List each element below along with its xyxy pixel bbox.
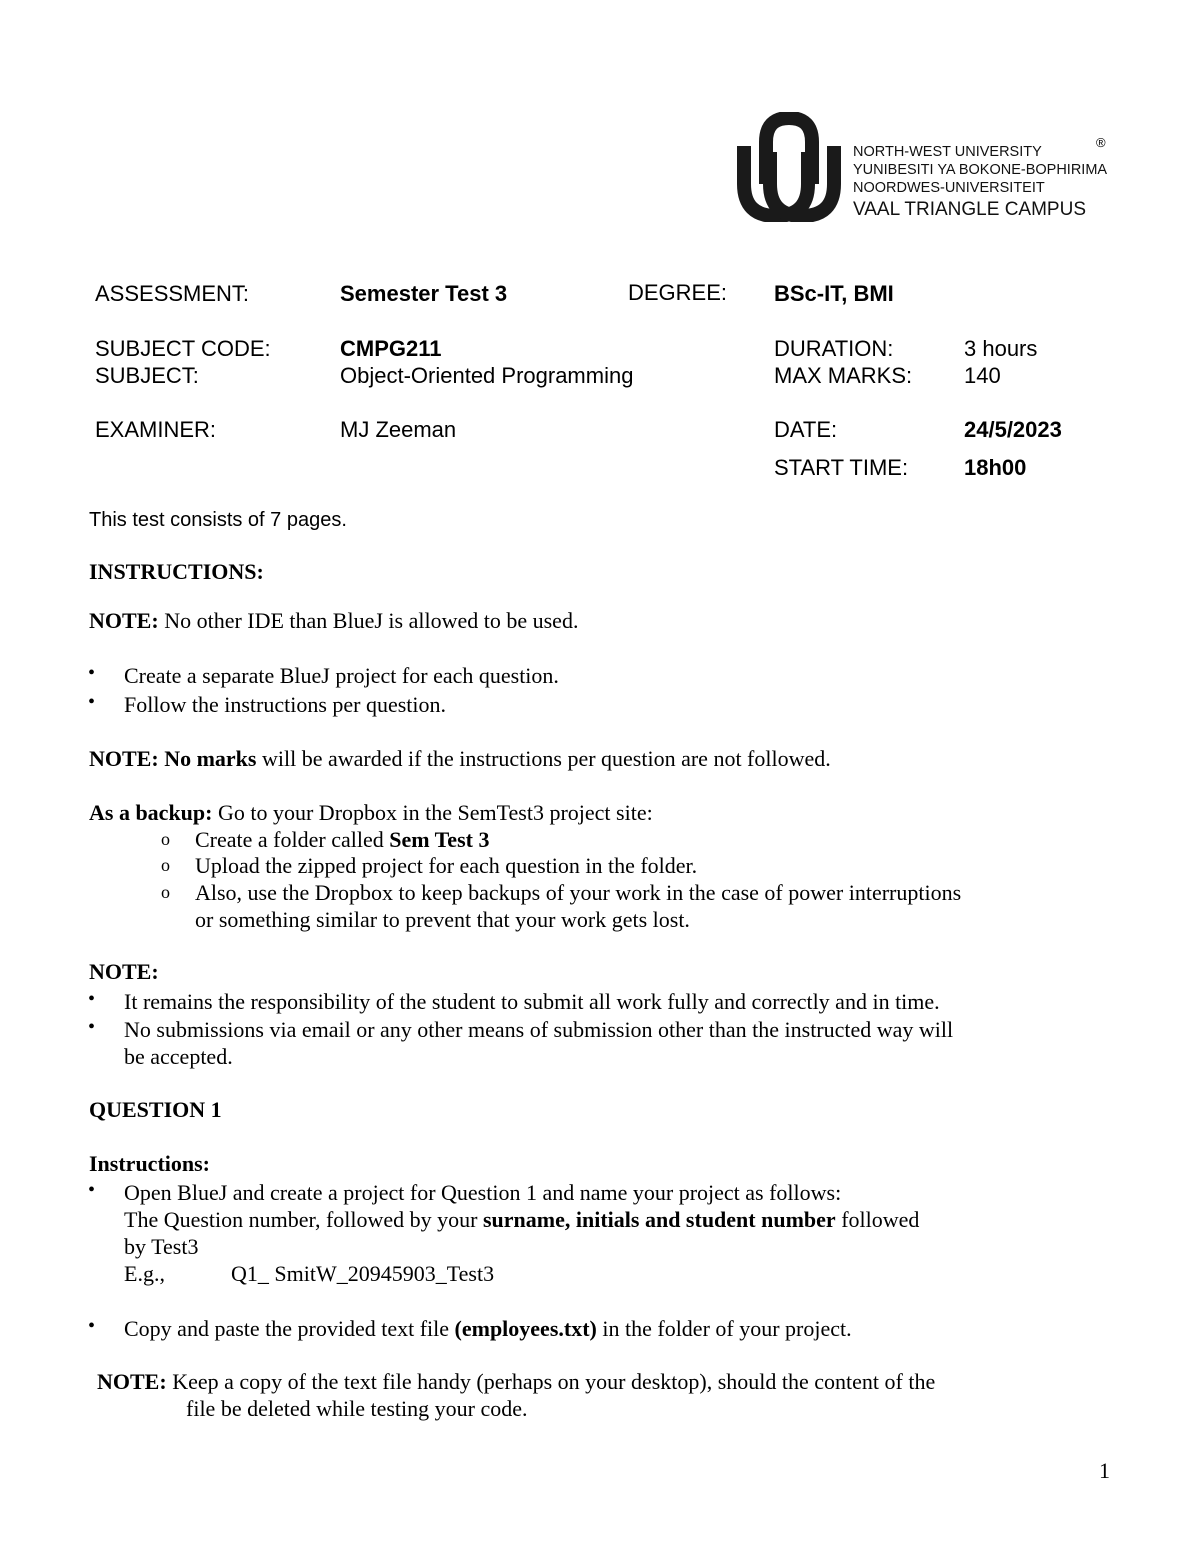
subject-label: SUBJECT:	[95, 363, 199, 388]
example-value: Q1_ SmitW_20945903_Test3	[231, 1261, 495, 1286]
list-item: Open BlueJ and create a project for Question 1 and name your project as follows:	[124, 1180, 842, 1205]
question-note	[97, 1368, 935, 1395]
list-item-continuation: be accepted.	[124, 1044, 233, 1069]
note-ide	[89, 607, 578, 634]
note-marks	[89, 745, 831, 772]
note-text: Keep a copy of the text file handy (perhaps on your desktop), should the content of the	[166, 1369, 936, 1394]
instructions-heading: INSTRUCTIONS:	[89, 559, 264, 584]
logo-line-2: YUNIBESITI YA BOKONE-BOPHIRIMA	[853, 162, 1108, 178]
degree-label: DEGREE:	[628, 280, 728, 305]
subject-code-label: SUBJECT CODE:	[95, 336, 271, 361]
note-label: NOTE:	[97, 1369, 167, 1394]
list-item: Also, use the Dropbox to keep backups of your work in the case of power interruptions	[195, 880, 962, 905]
duration-value: 3 hours	[964, 336, 1038, 361]
list-item-continuation: The Question number, followed by your surname, initials and student number followed	[124, 1207, 920, 1232]
registered-mark: ®	[1096, 135, 1106, 150]
list-item: No submissions via email or any other means of submission other than the instructed way will	[124, 1017, 954, 1042]
examiner-label: EXAMINER:	[95, 417, 217, 442]
subject-value: Object-Oriented Programming	[340, 363, 634, 388]
note-bold-text: No marks	[158, 746, 257, 771]
backup-label: As a backup:	[89, 800, 213, 825]
bullet-icon: •	[88, 662, 96, 684]
degree-value: BSc-IT, BMI	[774, 281, 894, 306]
backup-line	[89, 799, 653, 826]
example-label: E.g.,	[124, 1261, 165, 1286]
logo-line-3: NOORDWES-UNIVERSITEIT	[853, 180, 1045, 196]
question-heading: QUESTION 1	[89, 1097, 222, 1122]
bullet-icon: •	[88, 1179, 96, 1201]
list-item-continuation: by Test3	[124, 1234, 199, 1259]
circle-bullet-icon: o	[161, 829, 170, 849]
bullet-icon: •	[88, 1315, 96, 1337]
list-item: Copy and paste the provided text file (employees.txt) in the folder of your project.	[124, 1316, 852, 1341]
note-label: NOTE:	[89, 608, 159, 633]
list-item: It remains the responsibility of the student to submit all work fully and correctly and in time.	[124, 989, 940, 1014]
max-marks-value: 140	[964, 363, 1001, 388]
subject-code-value: CMPG211	[340, 336, 442, 361]
max-marks-label: MAX MARKS:	[774, 363, 913, 388]
assessment-value: Semester Test 3	[340, 281, 508, 306]
start-time-value: 18h00	[964, 455, 1027, 480]
note3-label: NOTE:	[89, 959, 159, 984]
logo-line-1: NORTH-WEST UNIVERSITY	[853, 144, 1042, 160]
list-item-continuation: or something similar to prevent that your work gets lost.	[195, 907, 690, 932]
duration-label: DURATION:	[774, 336, 894, 361]
list-item: Create a separate BlueJ project for each question.	[124, 663, 559, 688]
date-value: 24/5/2023	[964, 417, 1062, 442]
circle-bullet-icon: o	[161, 882, 170, 902]
bullet-icon: •	[88, 988, 96, 1010]
note-label: NOTE:	[89, 746, 159, 771]
list-item: Upload the zipped project for each question in the folder.	[195, 853, 698, 878]
logo-line-4: VAAL TRIANGLE CAMPUS	[853, 199, 1086, 220]
university-logo-icon	[736, 112, 842, 222]
list-item: Follow the instructions per question.	[124, 692, 447, 717]
question-note-continuation: file be deleted while testing your code.	[186, 1396, 528, 1421]
note-text: will be awarded if the instructions per question are not followed.	[256, 746, 831, 771]
bullet-icon: •	[88, 691, 96, 713]
backup-text: Go to your Dropbox in the SemTest3 project site:	[212, 800, 653, 825]
start-time-label: START TIME:	[774, 455, 909, 480]
circle-bullet-icon: o	[161, 855, 170, 875]
note-text: No other IDE than BlueJ is allowed to be used.	[158, 608, 579, 633]
pages-note: This test consists of 7 pages.	[89, 509, 347, 531]
list-item: Create a folder called Sem Test 3	[195, 827, 490, 852]
examiner-value: MJ Zeeman	[340, 417, 457, 442]
bullet-icon: •	[88, 1016, 96, 1038]
question-instructions-label: Instructions:	[89, 1151, 211, 1176]
page-number: 1	[1099, 1458, 1110, 1483]
assessment-label: ASSESSMENT:	[95, 281, 250, 306]
date-label: DATE:	[774, 417, 838, 442]
